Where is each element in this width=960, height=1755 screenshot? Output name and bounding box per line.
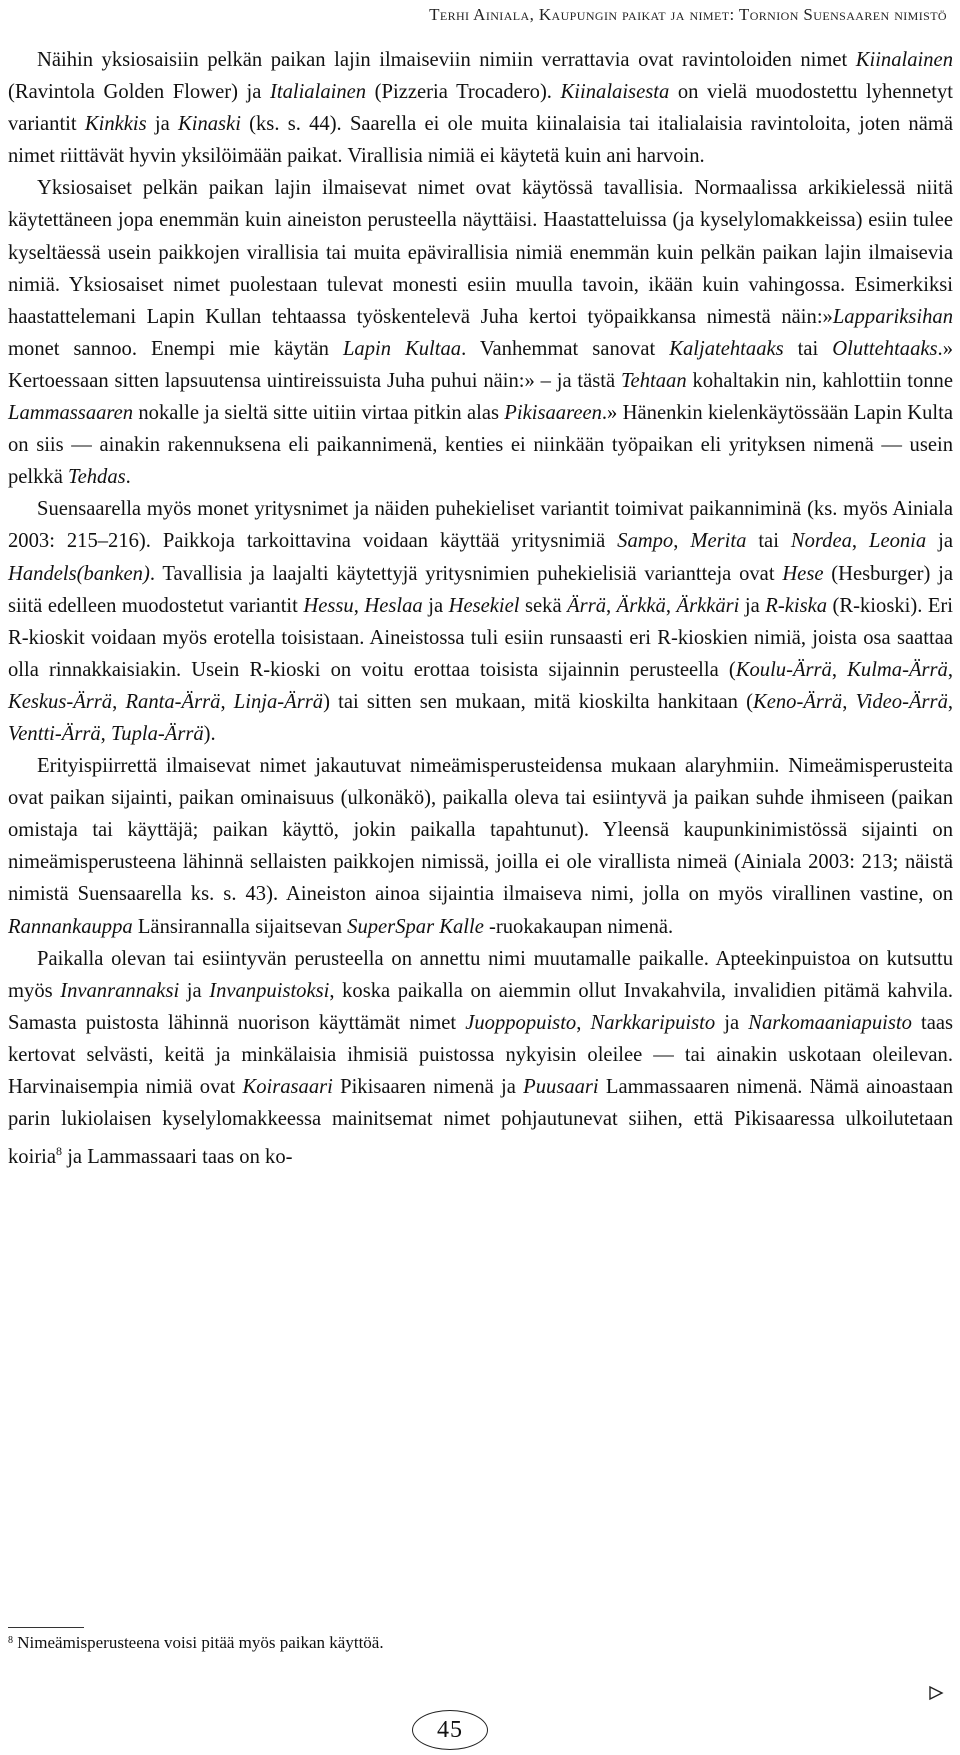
text-run: ). [203,722,216,745]
paragraph [8,943,953,1174]
italic-text: Ärkkäri [676,594,740,617]
italic-text: Ärkkä [616,594,666,617]
italic-text: Lapin Kultaa [342,337,462,360]
footnote-reference: 8 [56,1144,63,1159]
italic-text: Kaljatehtaaks [669,337,784,360]
text-run: , [576,1011,591,1034]
italic-text: Keno-Ärrä [753,690,843,713]
triangle-right-outline-icon [928,1685,944,1701]
text-run: . Vanhemmat sanovat [461,337,670,360]
text-run: monet sannoo. Enempi mie käytän [8,337,343,360]
text-run: , [842,690,856,713]
italic-text: Hese [782,562,824,585]
text-run: kohaltakin nin, kahlottiin tonne [686,369,953,392]
italic-text: Ärrä [567,594,606,617]
text-run: Yksiosaiset pelkän paikan lajin ilmaisevat nimet ovat käytössä tavallisia. Normaalissa arkikielessä niitä käytettäneen jopa enemmän kuin aineiston perusteella näyttäisi. Haastatteluissa (ja kyselylomakkeissa) esiin tulee kyseltäessä usein paikkojen virallisia tai muita epävirallisia nimiä enemmän kuin pelkän paikan lajin ilmaisevia nimiä. Yksiosaiset nimet puolestaan tulevat monesti esiin muulla tavoin, ikään kuin vahingossa. Esimerkiksi haastattelemani Lapin Kullan tehtaassa työskentelevä Juha kertoi työpaikkansa nimestä näin:» [8,177,953,328]
italic-text: Heslaa [364,594,423,617]
italic-text: Oluttehtaaks [832,337,938,360]
text-run: , [100,722,111,745]
italic-text: Rannankauppa [8,915,133,938]
text-run: ja [739,594,766,617]
italic-text: Keskus-Ärrä [8,690,113,713]
text-run: Paikalla olevan tai esiintyvän perusteella on annettu nimi muutamalle paikalle. Apteekinpuistoa on kutsuttu myös [8,947,953,1002]
text-run: sekä [519,594,568,617]
text-run: taas kertovat selvästi, keitä ja minkälaisia ihmisiä puistossa nykyisin oleilee — tai ainakin uskotaan oleilevan. Harvinaisempia nimiä ovat [8,1011,953,1098]
text-run: (Pizzeria Trocadero). [366,81,561,104]
italic-text: Lappariksihan [832,305,953,328]
text-run: ja [926,530,954,553]
text-run: ja [179,979,210,1002]
text-run: , [851,530,869,553]
italic-text: SuperSpar Kalle [347,915,484,938]
footnote-number: 8 [8,1635,13,1646]
italic-text: Tupla-Ärrä [110,722,204,745]
next-page-triangle-icon[interactable] [928,1685,944,1701]
text-run: , [353,594,365,617]
italic-text: Juoppopuisto [465,1011,577,1034]
page-number [412,1710,488,1750]
text-run: ) tai sitten sen mukaan, mitä kioskilta hankitaan ( [323,690,753,713]
italic-text: Merita [690,530,747,553]
text-run: , [665,594,677,617]
italic-text: Hessu [303,594,354,617]
italic-text: Handels(banken) [8,562,150,585]
running-header: Terhi Ainiala, Kaupungin paikat ja nimet: Tornion Suensaaren nimistö [429,5,947,24]
text-run: .» Hänenkin kielenkäytössään Lapin Kulta on siis — ainakin rakennuksena eli paikannimenä, kenties ei niinkään työpaikan eli yrityksen nimenä — usein pelkkä [8,402,953,489]
italic-text: Kiinalainen [855,49,953,71]
italic-text: Lammassaaren [8,402,134,425]
italic-text: Ranta-Ärrä [125,690,221,713]
text-run: tai [783,337,833,360]
text-run: , [606,594,617,617]
text-run: on vielä muodostettu lyhennetyt variantit [8,81,953,136]
text-run: . [125,466,131,489]
text-run: Näihin yksiosaisiin pelkän paikan lajin ilmaiseviin nimiin verrattavia ovat ravintoloiden nimet [37,49,856,71]
text-run: ja [146,113,178,136]
text-run: Pikisaaren nimenä ja [332,1076,524,1098]
text-run: (R-kioski). Eri R-kioskit voidaan myös erotella toisistaan. Aineistossa tuli esiin runsaasti eri R-kioskien nimiä, joista osa saattaa olla rinnakkaisiakin. Usein R-kioski on voitu erottaa toisista sijainnin perusteella ( [8,594,954,681]
italic-text: Narkkaripuisto [590,1011,716,1034]
text-run: , [112,690,126,713]
text-run: tai [746,530,791,553]
text-run: , koska paikalla on aiemmin ollut Invakahvila, invalidien pitämä kahvila. Samasta puistosta lähinnä nuorison käyttämät nimet [8,979,953,1034]
italic-text: Sampo [617,530,674,553]
italic-text: Nordea [790,530,852,553]
italic-text: Ventti-Ärrä [8,722,101,745]
italic-text: Invanpuistoksi [209,979,330,1002]
paragraph [8,172,953,493]
italic-text: Linja-Ärrä [233,690,324,713]
italic-text: Kinaski [177,113,241,136]
italic-text: Kinkkis [84,113,147,136]
italic-text: Tehtaan [621,369,687,392]
text-run: , [673,530,691,553]
italic-text: Italialainen [269,81,367,104]
footnote [8,1631,948,1655]
text-run: nokalle ja sieltä sitte uitiin virtaa pitkin alas [133,402,505,425]
text-run: , [947,658,953,681]
text-run: Erityispiirrettä ilmaisevat nimet jakautuvat nimeämisperusteidensa mukaan alaryhmiin. Nimeämisperusteita ovat paikan sijainti, paikan ominaisuus (ulkonäkö), paikalla oleva tai esiintyvä ja paikan suhde ihmiseen (paikan omistaja tai käyttäjä; paikan käyttö, jokin paikalla tapahtunut). Yleensä kaupunkinimistössä sijainti on nimeämisperusteena lähinnä sellaisten paikkojen nimissä, joilla ei ole virallista nimeä (Ainiala 2003: 213; näistä nimistä Suensaarella ks. s. 43). Aineiston ainoa sijaintia ilmaiseva nimi, jolla on myös virallinen vastine, on [8,755,953,906]
italic-text: Invanrannaksi [60,979,180,1002]
italic-text: Narkomaaniapuisto [748,1011,912,1034]
text-run: ja [715,1011,749,1034]
italic-text: Puusaari [523,1076,599,1098]
text-run: , [947,690,954,713]
italic-text: Kulma-Ärrä [847,658,948,681]
italic-text: Pikisaareen [504,402,602,425]
text-run: Suensaarella myös monet yritysnimet ja näiden puhekieliset variantit toimivat paikanniminä (ks. myös Ainiala 2003: 215–216). Paikkoja tarkoittavina voidaan käyttää yritysnimiä [8,498,953,553]
text-run: , [831,658,848,681]
text-run: ja Lammassaari taas on ko- [62,1146,293,1169]
page-number-text: 45 [437,1716,463,1743]
italic-text: Koulu-Ärrä [735,658,832,681]
italic-text: Tehdas [68,466,126,489]
text-run: .» Kertoessaan sitten lapsuutensa uintireissuista Juha puhui näin:» – ja tästä [8,337,953,392]
paragraph [8,750,953,943]
paragraph [8,44,953,172]
italic-text: Koirasaari [242,1076,333,1098]
italic-text: Kiinalaisesta [560,81,670,104]
body-text [8,44,953,1173]
text-run: (Hesburger) ja siitä edelleen muodostetut variantit [8,562,953,617]
text-run: (ks. s. 44). Saarella ei ole muita kiinalaisia tai italialaisia ravintoloita, joten nämä nimet riittävät hyvin yksilöimään paikat. Virallisia nimiä ei käytetä kuin ani harvoin. [8,113,953,168]
text-run: , [220,690,234,713]
text-run: ja [422,594,449,617]
footnote-divider [8,1627,84,1628]
text-run: . Tavallisia ja laajalti käytettyjä yritysnimien puhekielisiä variantteja ovat [149,562,783,585]
italic-text: Hesekiel [448,594,520,617]
paragraph [8,493,953,750]
italic-text: Leonia [868,530,927,553]
text-run: (Ravintola Golden Flower) ja [8,81,270,104]
italic-text: R-kiska [765,594,828,617]
text-run: -ruokakaupan nimenä. [483,915,674,938]
text-run: Länsirannalla sijaitsevan [132,915,348,938]
footnote-text: Nimeämisperusteena voisi pitää myös paikan käyttöä. [13,1633,384,1652]
italic-text: Video-Ärrä [855,690,948,713]
text-run: Lammassaaren nimenä. Nämä ainoastaan parin lukiolaisen kyselylomakkeessa mainitsemat nimet pohjautunevat siihen, että Pikisaaressa ulkoilutetaan koiria [8,1076,953,1169]
